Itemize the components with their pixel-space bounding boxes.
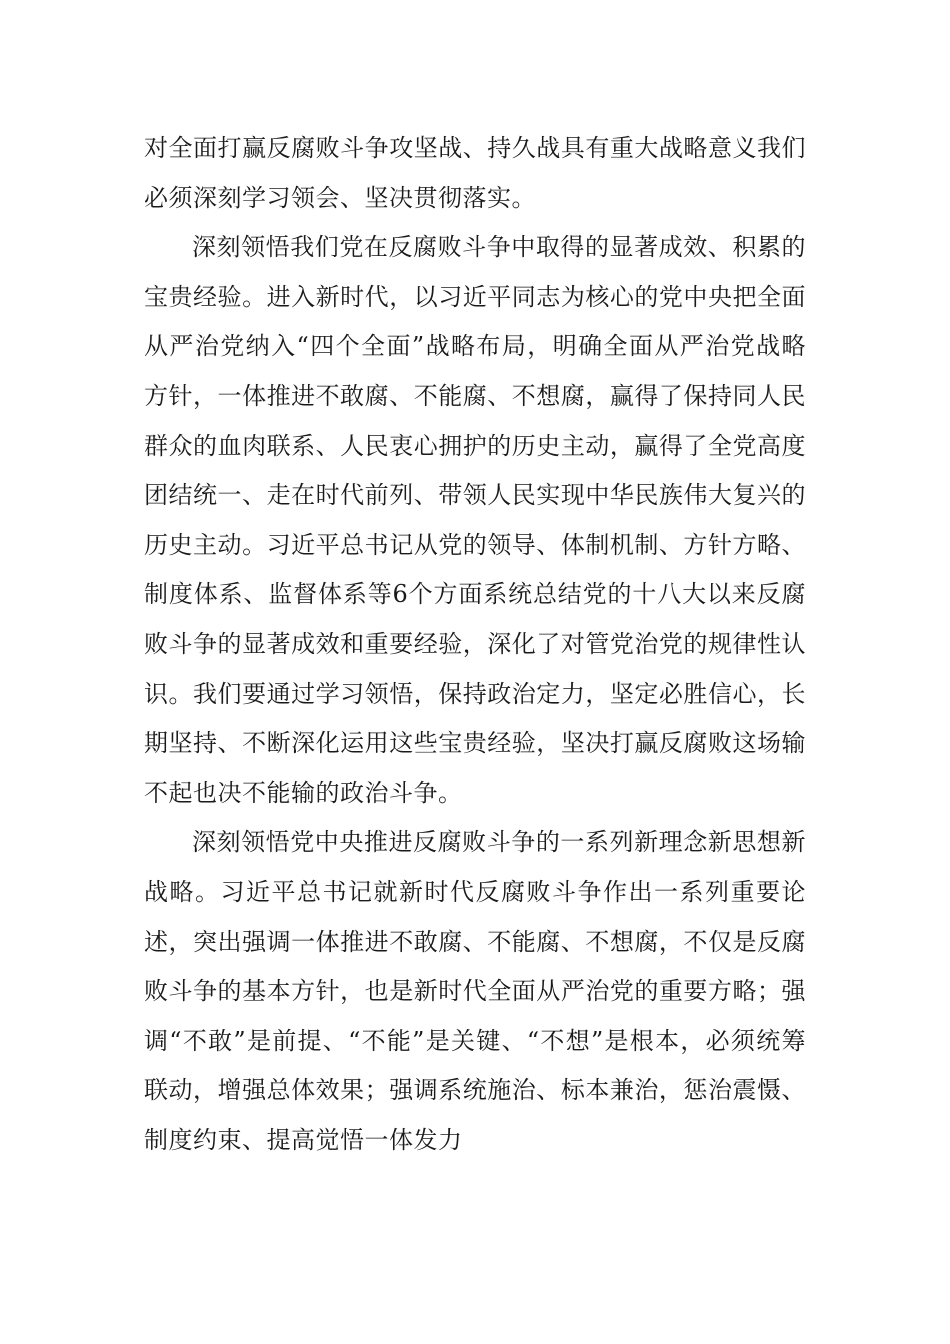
paragraph-continuation: 对全面打赢反腐败斗争攻坚战、持久战具有重大战略意义我们必须深刻学习领会、坚决贯彻落实。 bbox=[144, 134, 806, 212]
paragraph-achievements: 深刻领悟我们党在反腐败斗争中取得的显著成效、积累的宝贵经验。进入新时代，以习近平同志为核心的党中央把全面从严治党纳入“四个全面”战略布局，明确全面从严治党战略方针，一体推进不敢腐、不能腐、不想腐，赢得了保持同人民群众的血肉联系、人民衷心拥护的历史主动，赢得了全党高度团结统一、走在时代前列、带领人民实现中华民族伟大复兴的历史主动。习近平总书记从党的领导、体制机制、方针方略、制度体系、监督体系等6个方面系统总结党的十八大以来反腐败斗争的显著成效和重要经验，深化了对管党治党的规律性认识。我们要通过学习领悟，保持政治定力，坚定必胜信心，长期坚持、不断深化运用这些宝贵经验，坚决打赢反腐败这场输不起也决不能输的政治斗争。 bbox=[144, 233, 806, 807]
document-body bbox=[144, 124, 806, 1165]
paragraph-new-concepts: 深刻领悟党中央推进反腐败斗争的一系列新理念新思想新战略。习近平总书记就新时代反腐败斗争作出一系列重要论述，突出强调一体推进不敢腐、不能腐、不想腐，不仅是反腐败斗争的基本方针，也是新时代全面从严治党的重要方略；强调“不敢”是前提、“不能”是关键、“不想”是根本，必须统筹联动，增强总体效果；强调系统施治、标本兼治，惩治震慑、制度约束、提高觉悟一体发力 bbox=[144, 828, 806, 1154]
